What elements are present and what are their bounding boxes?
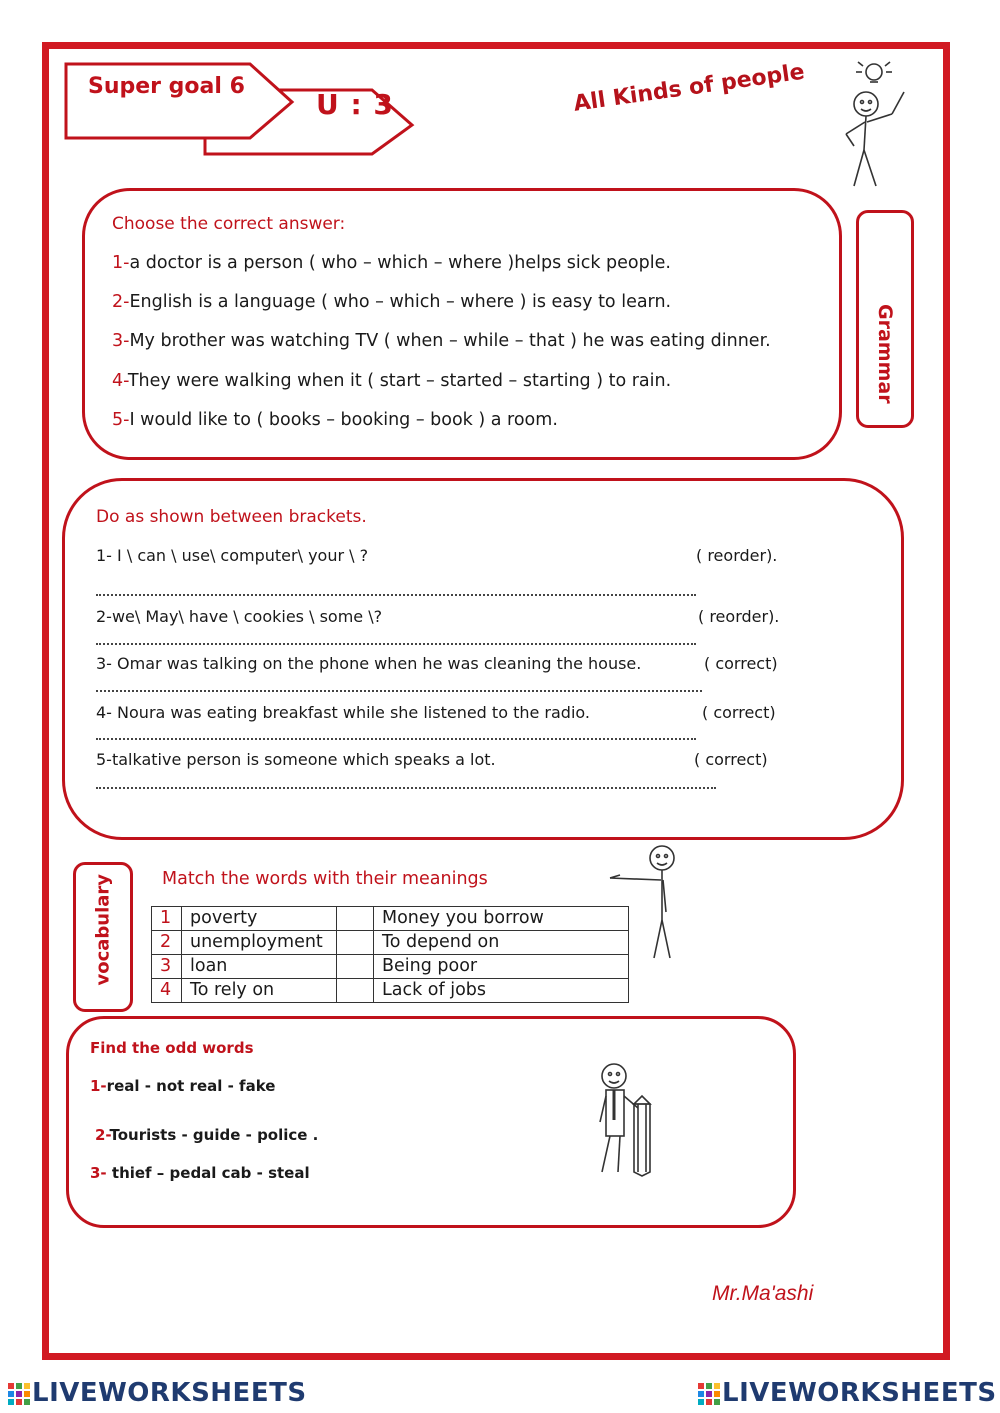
answer-line[interactable]: [96, 643, 696, 645]
exercise-instruction: ( reorder).: [698, 607, 780, 626]
table-row: [152, 979, 629, 1003]
exercise-instruction: ( correct): [694, 750, 768, 769]
answer-line[interactable]: [96, 690, 702, 692]
odd-words-item: 1-real - not real - fake: [90, 1077, 276, 1095]
odd-words-item: 3- thief – pedal cab - steal: [90, 1164, 310, 1182]
word-cell: unemployment: [182, 931, 337, 955]
answer-cell[interactable]: [337, 955, 374, 979]
exercise-sentence: 5-talkative person is someone which speaks a lot.: [96, 750, 496, 769]
grammar-question: 1-a doctor is a person ( who – which – where )helps sick people.: [112, 253, 671, 273]
exercise-sentence: 1- I \ can \ use\ computer\ your \ ?: [96, 546, 369, 565]
exercise-instruction: ( reorder).: [696, 546, 778, 565]
vocabulary-tab-label: vocabulary: [92, 873, 114, 986]
author-signature: Mr.Ma'ashi: [712, 1282, 814, 1305]
answer-cell[interactable]: [337, 979, 374, 1003]
answer-line[interactable]: [96, 738, 696, 740]
exercise-sentence: 2-we\ May\ have \ cookies \ some \?: [96, 607, 383, 626]
meaning-cell: Money you borrow: [374, 907, 629, 931]
pencil-stickman-illustration: [594, 1060, 664, 1180]
liveworksheets-logo-left[interactable]: LIVEWORKSHEETS: [8, 1378, 307, 1408]
answer-line[interactable]: [96, 787, 716, 789]
grammar-question: 3-My brother was watching TV ( when – while – that ) he was eating dinner.: [112, 331, 771, 351]
vocabulary-heading: Match the words with their meanings: [162, 869, 488, 889]
table-row: [152, 955, 629, 979]
liveworksheets-icon: [698, 1383, 720, 1405]
word-cell: To rely on: [182, 979, 337, 1003]
meaning-cell: To depend on: [374, 931, 629, 955]
exercise-instruction: ( correct): [704, 654, 778, 673]
exercise-sentence: 4- Noura was eating breakfast while she listened to the radio.: [96, 703, 590, 722]
meaning-cell: Being poor: [374, 955, 629, 979]
table-row: [152, 931, 629, 955]
table-row: [152, 907, 629, 931]
liveworksheets-icon: [8, 1383, 30, 1405]
liveworksheets-logo-right[interactable]: LIVEWORKSHEETS: [698, 1378, 997, 1408]
answer-cell[interactable]: [337, 931, 374, 955]
grammar-question: 5-I would like to ( books – booking – book ) a room.: [112, 410, 558, 430]
answer-line[interactable]: [96, 594, 696, 596]
grammar-heading: Choose the correct answer:: [112, 214, 346, 234]
grammar-question: 4-They were walking when it ( start – started – starting ) to rain.: [112, 371, 672, 391]
row-number: 4: [152, 979, 182, 1003]
exercise-sentence: 3- Omar was talking on the phone when he was cleaning the house.: [96, 654, 642, 673]
row-number: 3: [152, 955, 182, 979]
idea-stickman-illustration: [830, 58, 910, 190]
row-number: 2: [152, 931, 182, 955]
exercise-instruction: ( correct): [702, 703, 776, 722]
word-cell: loan: [182, 955, 337, 979]
unit-label: U : 3: [316, 88, 394, 121]
meaning-cell: Lack of jobs: [374, 979, 629, 1003]
row-number: 1: [152, 907, 182, 931]
grammar-question: 2-English is a language ( who – which – where ) is easy to learn.: [112, 292, 672, 312]
match-table: [151, 906, 629, 1003]
pointing-stickman-illustration: [604, 842, 688, 962]
do-as-shown-heading: Do as shown between brackets.: [96, 507, 367, 527]
word-cell: poverty: [182, 907, 337, 931]
answer-cell[interactable]: [337, 907, 374, 931]
grammar-tab-label: Grammar: [874, 304, 896, 404]
course-label: Super goal 6: [88, 74, 245, 99]
worksheet-title: All Kinds of people: [572, 59, 807, 117]
odd-words-item: 2-Tourists - guide - police .: [95, 1126, 319, 1144]
odd-words-heading: Find the odd words: [90, 1039, 254, 1057]
